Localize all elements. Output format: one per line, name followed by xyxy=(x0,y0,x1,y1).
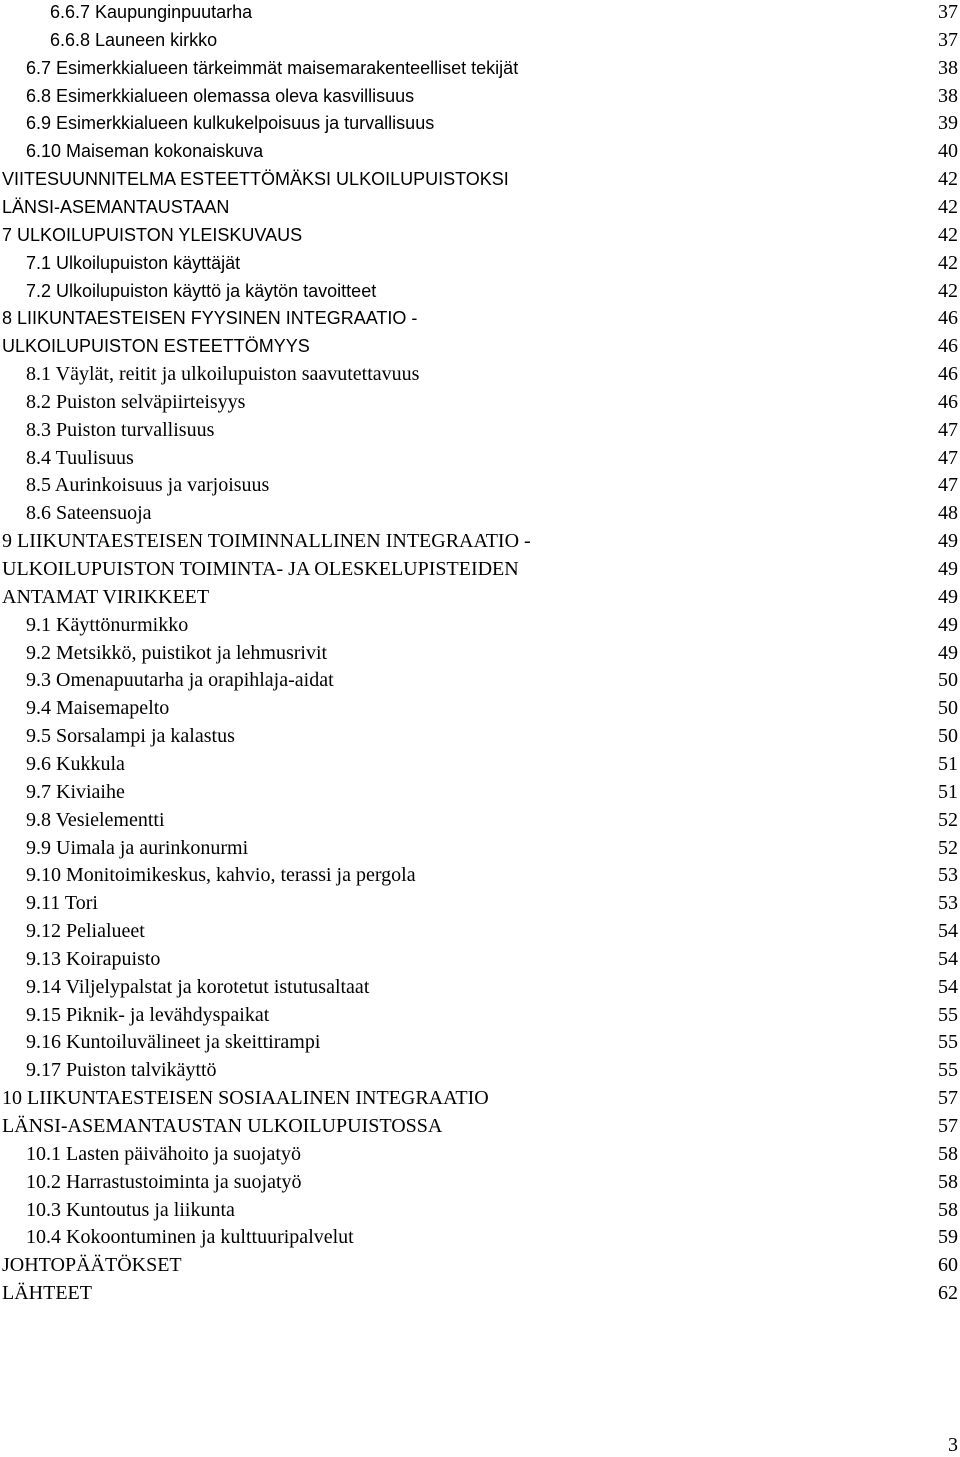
toc-entry-title: 7.2 Ulkoilupuiston käyttö ja käytön tavoitteet xyxy=(26,280,377,301)
toc-entry-page: 54 xyxy=(938,975,958,998)
toc-entry-title: 9.12 Pelialueet xyxy=(26,920,145,943)
toc-entry xyxy=(0,945,960,973)
toc-entry xyxy=(0,722,960,750)
toc-entry-title: 10 LIIKUNTAESTEISEN SOSIAALINEN INTEGRAATIO xyxy=(2,1087,489,1110)
toc-entry-page: 46 xyxy=(938,390,958,413)
toc-entry xyxy=(0,1028,960,1056)
toc-entry-page: 60 xyxy=(938,1254,958,1277)
toc-entry xyxy=(0,1196,960,1224)
toc-entry xyxy=(0,1168,960,1196)
toc-entry-page: 42 xyxy=(938,251,958,274)
toc-entry xyxy=(0,1140,960,1168)
toc-entry-title: JOHTOPÄÄTÖKSET xyxy=(2,1254,182,1277)
toc-entry-page: 48 xyxy=(938,502,958,525)
toc-entry-page: 38 xyxy=(938,56,958,79)
toc-entry-title: 6.8 Esimerkkialueen olemassa oleva kasvillisuus xyxy=(26,85,415,106)
toc-entry xyxy=(0,82,960,110)
toc-entry-title: 9.9 Uimala ja aurinkonurmi xyxy=(26,836,249,859)
toc-entry-title: 9.5 Sorsalampi ja kalastus xyxy=(26,725,235,748)
toc-entry-title: LÄNSI-ASEMANTAUSTAAN xyxy=(2,196,230,217)
toc-entry-page: 58 xyxy=(938,1142,958,1165)
toc-entry-page: 37 xyxy=(938,1,958,23)
page-number: 3 xyxy=(948,1434,958,1456)
toc-entry-title: 9.1 Käyttönurmikko xyxy=(26,613,189,636)
toc-entry-title: 8.2 Puiston selväpiirteisyys xyxy=(26,390,246,413)
toc-entry-title: 9.4 Maisemapelto xyxy=(26,697,170,720)
toc-entry-page: 47 xyxy=(938,446,958,469)
toc-entry-title: 10.1 Lasten päivähoito ja suojatyö xyxy=(26,1142,301,1165)
toc-entry xyxy=(0,388,960,416)
toc-entry-page: 37 xyxy=(938,28,958,51)
toc-entry-title: 10.2 Harrastustoiminta ja suojatyö xyxy=(26,1170,302,1193)
toc-entry xyxy=(0,165,960,193)
toc-entry-page: 47 xyxy=(938,418,958,441)
toc-entry-title: ULKOILUPUISTON ESTEETTÖMYYS xyxy=(2,336,310,357)
toc-entry xyxy=(0,1001,960,1029)
toc-entry-title: ANTAMAT VIRIKKEET xyxy=(2,585,210,608)
toc-entry-title: 9 LIIKUNTAESTEISEN TOIMINNALLINEN INTEGRAATIO - xyxy=(2,530,531,553)
toc-entry-page: 47 xyxy=(938,474,958,497)
toc-entry xyxy=(0,137,960,165)
toc-entry-page: 40 xyxy=(938,140,958,163)
toc-entry-title: 9.2 Metsikkö, puistikot ja lehmusrivit xyxy=(26,641,328,664)
toc-entry-title: 9.10 Monitoimikeskus, kahvio, terassi ja pergola xyxy=(26,864,416,887)
toc-entry xyxy=(0,1223,960,1251)
toc-entry-title: 8 LIIKUNTAESTEISEN FYYSINEN INTEGRAATIO - xyxy=(2,308,418,329)
toc-entry xyxy=(0,555,960,583)
toc-entry xyxy=(0,583,960,611)
toc-entry xyxy=(0,694,960,722)
toc-entry xyxy=(0,973,960,1001)
toc-entry-page: 53 xyxy=(938,864,958,887)
toc-entry-title: 8.1 Väylät, reitit ja ulkoilupuiston saavutettavuus xyxy=(26,363,420,386)
toc-entry-title: 6.10 Maiseman kokonaiskuva xyxy=(26,141,264,162)
toc-entry xyxy=(0,750,960,778)
toc-entry xyxy=(0,360,960,388)
toc-entry xyxy=(0,611,960,639)
toc-entry xyxy=(0,778,960,806)
toc-entry xyxy=(0,1279,960,1307)
toc-entry xyxy=(0,332,960,360)
toc-entry-page: 54 xyxy=(938,920,958,943)
toc-entry xyxy=(0,221,960,249)
toc-entry-title: 9.13 Koirapuisto xyxy=(26,947,161,970)
toc-entry-page: 42 xyxy=(938,223,958,246)
toc-entry-page: 38 xyxy=(938,84,958,107)
toc-entry xyxy=(0,639,960,667)
toc-entry xyxy=(0,109,960,137)
toc-entry xyxy=(0,0,960,26)
toc-entry xyxy=(0,26,960,54)
toc-entry xyxy=(0,1056,960,1084)
toc-entry-page: 52 xyxy=(938,836,958,859)
toc-entry xyxy=(0,1251,960,1279)
toc-entry xyxy=(0,193,960,221)
toc-entry-page: 52 xyxy=(938,808,958,831)
toc-entry xyxy=(0,304,960,332)
toc-entry-page: 50 xyxy=(938,669,958,692)
toc-entry-page: 46 xyxy=(938,307,958,330)
toc-entry-title: 8.4 Tuulisuus xyxy=(26,446,134,469)
toc-entry-title: 9.6 Kukkula xyxy=(26,752,125,775)
toc-entry-title: 8.3 Puiston turvallisuus xyxy=(26,418,215,441)
toc-entry-page: 46 xyxy=(938,335,958,358)
toc-entry-page: 42 xyxy=(938,195,958,218)
toc-entry-page: 62 xyxy=(938,1282,958,1305)
toc-entry-page: 39 xyxy=(938,112,958,135)
toc-entry-page: 58 xyxy=(938,1198,958,1221)
toc-entry xyxy=(0,249,960,277)
toc-entry xyxy=(0,1112,960,1140)
toc-entry xyxy=(0,666,960,694)
toc-entry-page: 49 xyxy=(938,558,958,580)
toc-entry xyxy=(0,471,960,499)
toc-entry-title: LÄNSI-ASEMANTAUSTAN ULKOILUPUISTOSSA xyxy=(2,1115,443,1137)
toc-entry-page: 55 xyxy=(938,1031,958,1054)
toc-entry xyxy=(0,1084,960,1112)
toc-entry-title: 9.14 Viljelypalstat ja korotetut istutusaltaat xyxy=(26,975,370,998)
toc-entry-page: 55 xyxy=(938,1003,958,1026)
toc-entry-page: 49 xyxy=(938,530,958,553)
toc-entry-title: 10.3 Kuntoutus ja liikunta xyxy=(26,1198,235,1221)
toc-entry xyxy=(0,917,960,945)
toc-entry-title: 9.16 Kuntoiluvälineet ja skeittirampi xyxy=(26,1031,321,1054)
toc-entry-title: 8.6 Sateensuoja xyxy=(26,502,152,525)
toc-entry-title: 7.1 Ulkoilupuiston käyttäjät xyxy=(26,252,241,273)
toc-entry-page: 51 xyxy=(938,780,958,803)
toc-entry xyxy=(0,499,960,527)
toc-entry-page: 51 xyxy=(938,752,958,775)
toc-entry-title: 6.6.7 Kaupunginpuutarha xyxy=(50,2,253,22)
toc-entry-title: 6.9 Esimerkkialueen kulkukelpoisuus ja turvallisuus xyxy=(26,113,435,134)
toc-entry xyxy=(0,834,960,862)
toc-entry-page: 46 xyxy=(938,363,958,386)
toc-entry-title: LÄHTEET xyxy=(2,1282,92,1305)
toc-entry-title: VIITESUUNNITELMA ESTEETTÖMÄKSI ULKOILUPUISTOKSI xyxy=(2,169,509,190)
toc-entry-title: 9.8 Vesielementti xyxy=(26,808,165,831)
toc-entry xyxy=(0,54,960,82)
toc-entry-page: 50 xyxy=(938,697,958,720)
toc-entry xyxy=(0,527,960,555)
toc-entry-page: 42 xyxy=(938,279,958,302)
toc-entry-page: 50 xyxy=(938,725,958,748)
toc-entry-page: 49 xyxy=(938,641,958,664)
toc-entry xyxy=(0,277,960,305)
toc-entry-title: 9.3 Omenapuutarha ja orapihlaja-aidat xyxy=(26,669,334,692)
toc-entry-page: 55 xyxy=(938,1059,958,1082)
toc-entry-title: 8.5 Aurinkoisuus ja varjoisuus xyxy=(26,474,270,497)
toc-entry-page: 42 xyxy=(938,168,958,191)
toc-entry-page: 57 xyxy=(938,1087,958,1110)
toc-entry xyxy=(0,444,960,472)
toc-entry-title: 9.11 Tori xyxy=(26,892,98,915)
toc-entry-title: 9.15 Piknik- ja levähdyspaikat xyxy=(26,1003,270,1026)
toc-entry-page: 57 xyxy=(938,1115,958,1137)
toc-entry xyxy=(0,416,960,444)
toc-entry-page: 58 xyxy=(938,1170,958,1193)
toc-entry-page: 49 xyxy=(938,613,958,636)
toc-entry xyxy=(0,806,960,834)
toc-entry-title: 6.6.8 Launeen kirkko xyxy=(50,29,218,50)
toc-entry xyxy=(0,861,960,889)
toc-entry-title: 6.7 Esimerkkialueen tärkeimmät maisemarakenteelliset tekijät xyxy=(26,57,519,78)
toc-entry-title: 10.4 Kokoontuminen ja kulttuuripalvelut xyxy=(26,1226,354,1249)
toc-entry-page: 59 xyxy=(938,1226,958,1249)
toc-entry xyxy=(0,889,960,917)
toc-entry-title: ULKOILUPUISTON TOIMINTA- JA OLESKELUPISTEIDEN xyxy=(2,558,519,580)
toc-entry-page: 49 xyxy=(938,585,958,608)
toc-entry-page: 54 xyxy=(938,947,958,970)
toc-entry-title: 9.7 Kiviaihe xyxy=(26,780,125,803)
toc-entry-title: 9.17 Puiston talvikäyttö xyxy=(26,1059,217,1082)
toc-entry-title: 7 ULKOILUPUISTON YLEISKUVAUS xyxy=(2,224,303,245)
toc-entry-page: 53 xyxy=(938,892,958,915)
